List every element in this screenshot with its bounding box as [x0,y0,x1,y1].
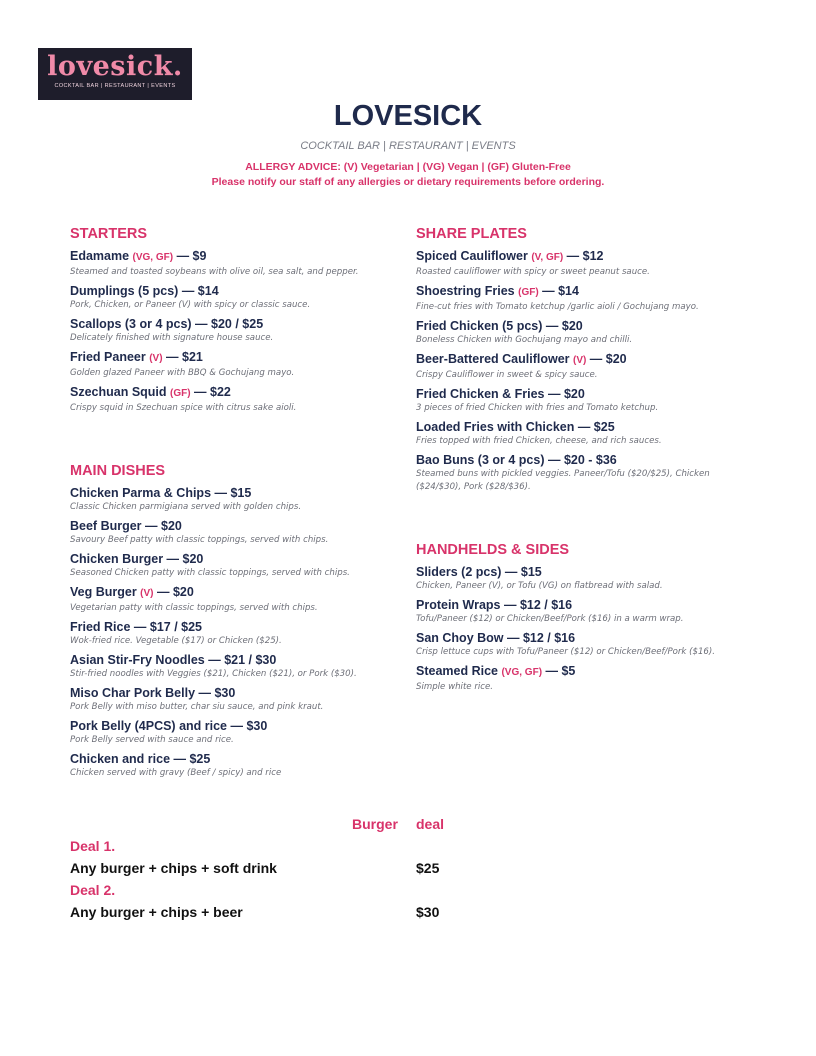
item-name-text: Edamame [70,249,133,263]
deal-1-label: Deal 1. [70,838,116,854]
item-name-text: Beer-Battered Cauliflower [416,352,573,366]
page-title: LOVESICK [333,100,483,132]
menu-item-name [70,248,410,266]
item-name-text: Asian Stir-Fry Noodles — $21 / $30 [70,653,277,667]
menu-item [70,584,410,615]
menu-item-name [416,630,756,646]
menu-item-description: Golden glazed Paneer with BBQ & Gochujang mayo. [70,368,295,378]
main-dishes-section [70,462,410,784]
menu-item-description: Pork, Chicken, or Paneer (V) with spicy or classic sauce. [70,300,311,310]
menu-item-name [70,518,410,534]
menu-item-name [70,718,410,734]
deal-2-label: Deal 2. [70,882,116,898]
menu-item [416,419,756,448]
menu-item-name [416,564,756,580]
menu-item [70,349,410,380]
section-title: SHARE PLATES [416,226,527,242]
item-name-text: Chicken and rice — $25 [70,752,211,766]
menu-item-name [416,351,756,369]
menu-item [70,485,410,514]
item-name-text: Spiced Cauliflower [416,249,532,263]
allergy-advice: ALLERGY ADVICE: (V) Vegetarian | (VG) Vegan | (GF) Gluten-Free [245,161,571,173]
menu-item-description: Steamed and toasted soybeans with olive oil, sea salt, and pepper. [70,267,359,277]
item-price: — $20 [153,585,194,599]
menu-item-description: Classic Chicken parmigiana served with golden chips. [70,502,302,512]
item-price: — $12 [563,249,604,263]
item-name-text: Beef Burger — $20 [70,519,182,533]
menu-item-description: Fine-cut fries with Tomato ketchup /garlic aioli / Gochujang mayo. [416,302,699,312]
item-name-text: San Choy Bow — $12 / $16 [416,631,576,645]
menu-item-name [70,652,410,668]
menu-item-name [70,349,410,367]
menu-item-description: Stir-fried noodles with Veggies ($21), Chicken ($21), or Pork ($30). [70,669,357,679]
menu-item-description: Vegetarian patty with classic toppings, served with chips. [70,603,318,613]
item-name-text: Protein Wraps — $12 / $16 [416,598,573,612]
item-name-text: Chicken Parma & Chips — $15 [70,486,252,500]
item-price: — $14 [538,284,579,298]
burger-deal-heading-left: Burger [352,816,398,832]
dietary-tag: (GF) [170,388,191,399]
dietary-tag: (V) [572,355,587,366]
item-name-text: Sliders (2 pcs) — $15 [416,565,542,579]
menu-item [70,518,410,547]
menu-item-name [70,384,410,402]
starters-section [70,225,410,419]
deal-2-text: Any burger + chips + beer [70,904,243,920]
menu-item [70,248,410,279]
item-name-text: Shoestring Fries [416,284,519,298]
menu-item-name [416,283,756,301]
menu-item-name [416,663,756,681]
item-price: — $20 [586,352,627,366]
item-name-text: Bao Buns (3 or 4 pcs) — $20 - $36 [416,453,617,467]
menu-item-name [416,248,756,266]
menu-item [416,663,756,694]
item-name-text: Miso Char Pork Belly — $30 [70,686,236,700]
item-name-text: Szechuan Squid [70,385,171,399]
item-name-text: Steamed Rice [416,664,502,678]
menu-item-name [70,619,410,635]
logo-tagline: COCKTAIL BAR | RESTAURANT | EVENTS [54,83,176,89]
logo-wordmark: lovesick. [47,51,183,82]
menu-item [70,751,410,780]
menu-item [70,551,410,580]
item-name-text: Dumplings (5 pcs) — $14 [70,284,219,298]
menu-item-description: Tofu/Paneer ($12) or Chicken/Beef/Pork ($16) in a warm wrap. [416,614,684,624]
menu-item-description: Steamed buns with pickled veggies. Paneer/Tofu ($20/$25), Chicken ($24/$30), Pork ($28/$36). [416,469,710,492]
menu-item-description: Chicken served with gravy (Beef / spicy) and rice [70,768,282,778]
menu-item-description: Delicately finished with signature house sauce. [70,333,274,343]
menu-item-description: Simple white rice. [416,682,493,692]
menu-item [70,619,410,648]
dietary-tag: (GF) [518,287,539,298]
section-title: HANDHELDS & SIDES [416,542,570,558]
item-name-text: Fried Chicken & Fries — $20 [416,387,585,401]
menu-item [416,248,756,279]
item-name-text: Fried Paneer [70,350,150,364]
deal-1-text: Any burger + chips + soft drink [70,860,277,876]
menu-item [416,452,756,494]
menu-item-description: Crispy squid in Szechuan spice with citrus sake aioli. [70,403,297,413]
dietary-tag: (VG, GF) [501,667,543,678]
item-price: — $21 [162,350,203,364]
menu-item-description: Wok-fried rice. Vegetable ($17) or Chicken ($25). [70,636,282,646]
menu-item-description: 3 pieces of fried Chicken with fries and Tomato ketchup. [416,403,659,413]
menu-item [70,685,410,714]
item-name-text: Pork Belly (4PCS) and rice — $30 [70,719,268,733]
menu-item-description: Crispy Cauliflower in sweet & spicy sauce. [416,370,598,380]
item-name-text: Veg Burger [70,585,141,599]
item-name-text: Scallops (3 or 4 pcs) — $20 / $25 [70,317,264,331]
menu-item-description: Pork Belly served with sauce and rice. [70,735,234,745]
deal-2-price: $30 [416,904,440,920]
menu-item [416,597,756,626]
menu-item [416,564,756,593]
menu-item-description: Fries topped with fried Chicken, cheese, and rich sauces. [416,436,662,446]
menu-item-description: Boneless Chicken with Gochujang mayo and chilli. [416,335,633,345]
menu-item-name [416,597,756,613]
item-name-text: Loaded Fries with Chicken — $25 [416,420,615,434]
menu-item-name [416,386,756,402]
menu-item [416,630,756,659]
page-subtitle: COCKTAIL BAR | RESTAURANT | EVENTS [300,140,516,152]
deal-1-price: $25 [416,860,440,876]
share-plates-section [416,225,756,498]
menu-item [70,652,410,681]
item-price: — $9 [173,249,207,263]
menu-item-name [70,551,410,567]
logo [38,48,192,100]
menu-item-name [416,452,756,468]
item-price: — $5 [542,664,576,678]
menu-item-name [70,751,410,767]
dietary-tag: (V) [149,353,163,364]
item-name-text: Chicken Burger — $20 [70,552,204,566]
menu-item-name [416,318,756,334]
handhelds-section [416,541,756,698]
menu-item-name [70,283,410,299]
allergy-notice: Please notify our staff of any allergies or dietary requirements before ordering. [211,176,605,188]
menu-item [70,384,410,415]
menu-item [416,386,756,415]
item-name-text: Fried Chicken (5 pcs) — $20 [416,319,583,333]
menu-item-description: Seasoned Chicken patty with classic toppings, served with chips. [70,568,350,578]
menu-item-description: Savoury Beef patty with classic toppings, served with chips. [70,535,329,545]
item-price: — $22 [190,385,231,399]
section-title: STARTERS [70,226,148,242]
menu-item [70,718,410,747]
menu-item-name [70,316,410,332]
dietary-tag: (V, GF) [531,252,564,263]
dietary-tag: (VG, GF) [132,252,174,263]
menu-item [70,283,410,312]
menu-item-name [416,419,756,435]
menu-item-name [70,685,410,701]
item-name-text: Fried Rice — $17 / $25 [70,620,203,634]
menu-item [416,318,756,347]
menu-item-description: Chicken, Paneer (V), or Tofu (VG) on flatbread with salad. [416,581,663,591]
menu-item [70,316,410,345]
section-title: MAIN DISHES [70,463,166,479]
menu-item [416,283,756,314]
menu-item-description: Crisp lettuce cups with Tofu/Paneer ($12) or Chicken/Beef/Pork ($16). [416,647,715,657]
menu-item-name [70,485,410,501]
menu-item-description: Roasted cauliflower with spicy or sweet peanut sauce. [416,267,650,277]
burger-deal-heading-right: deal [416,816,445,832]
menu-item-description: Pork Belly with miso butter, char siu sauce, and pink kraut. [70,702,324,712]
menu-item-name [70,584,410,602]
menu-item [416,351,756,382]
dietary-tag: (V) [140,588,154,599]
